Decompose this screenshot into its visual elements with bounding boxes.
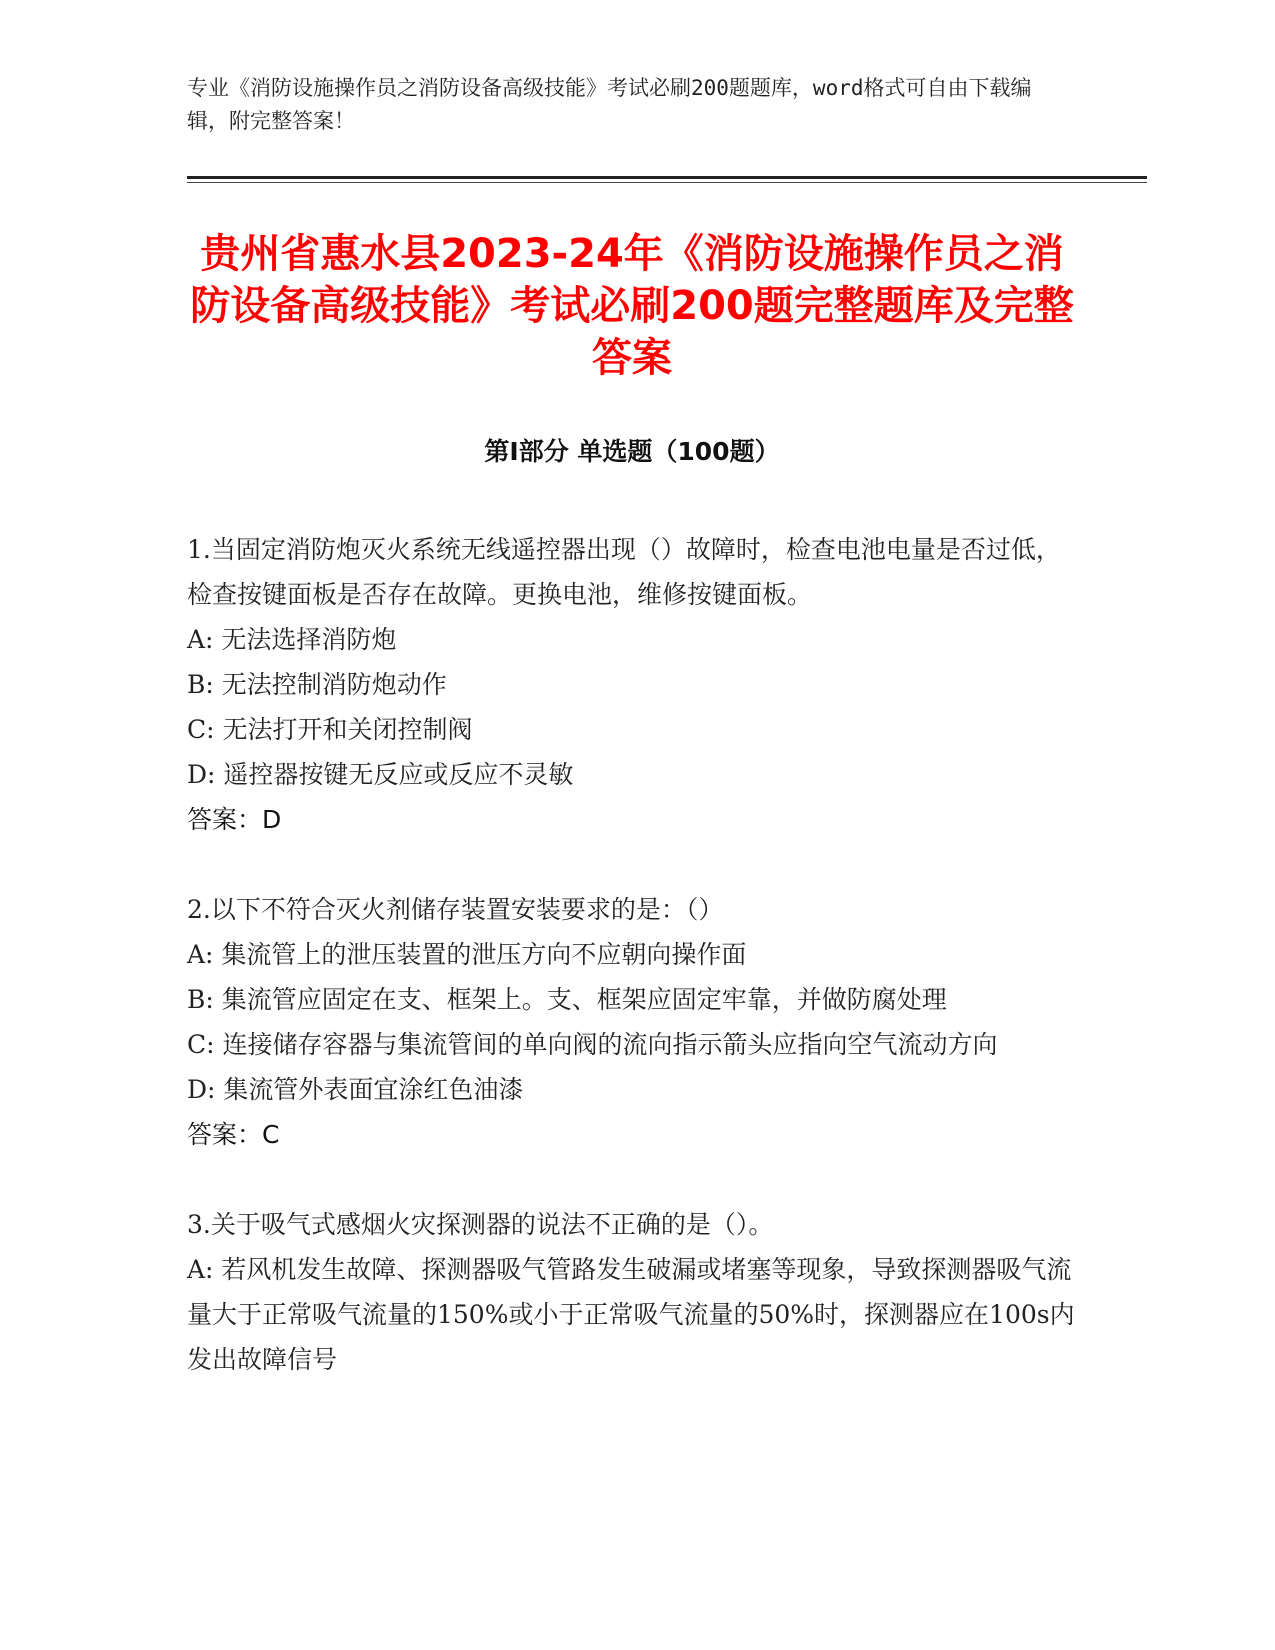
- document-title: 贵州省惠水县2023-24年《消防设施操作员之消防设备高级技能》考试必刷200题完整题库及完整答案: [190, 231, 1074, 381]
- header-note: 专业《消防设施操作员之消防设备高级技能》考试必刷200题题库，word格式可自由下载编辑，附完整答案！: [187, 76, 1032, 133]
- header-divider-thick: [187, 176, 1147, 179]
- option-c: C: 无法打开和关闭控制阀: [187, 715, 473, 744]
- question-item: [187, 887, 1077, 1157]
- option-b: B: 集流管应固定在支、框架上。支、框架应固定牢靠，并做防腐处理: [187, 985, 947, 1014]
- option-a: A: 无法选择消防炮: [187, 625, 397, 654]
- question-item: [187, 527, 1077, 842]
- question-list: [187, 527, 1077, 1427]
- question-stem: 1.当固定消防炮灭火系统无线遥控器出现（）故障时，检查电池电量是否过低，检查按键面板是否存在故障。更换电池，维修按键面板。: [187, 535, 1061, 609]
- option-b: B: 无法控制消防炮动作: [187, 670, 447, 699]
- option-a: A: 若风机发生故障、探测器吸气管路发生破漏或堵塞等现象，导致探测器吸气流量大于正常吸气流量的150%或小于正常吸气流量的50%时，探测器应在100s内发出故障信号: [187, 1255, 1075, 1374]
- header-divider-thin: [187, 182, 1147, 183]
- option-d: D: 遥控器按键无反应或反应不灵敏: [187, 760, 574, 789]
- answer: 答案：D: [187, 805, 282, 834]
- option-a: A: 集流管上的泄压装置的泄压方向不应朝向操作面: [187, 940, 747, 969]
- answer: 答案：C: [187, 1120, 280, 1149]
- option-c: C: 连接储存容器与集流管间的单向阀的流向指示箭头应指向空气流动方向: [187, 1030, 998, 1059]
- section-title: 第Ⅰ部分 单选题（100题）: [484, 437, 780, 466]
- question-item: [187, 1202, 1077, 1382]
- question-stem: 3.关于吸气式感烟火灾探测器的说法不正确的是（）。: [187, 1210, 774, 1239]
- question-stem: 2.以下不符合灭火剂储存装置安装要求的是：（）: [187, 895, 724, 924]
- option-d: D: 集流管外表面宜涂红色油漆: [187, 1075, 524, 1104]
